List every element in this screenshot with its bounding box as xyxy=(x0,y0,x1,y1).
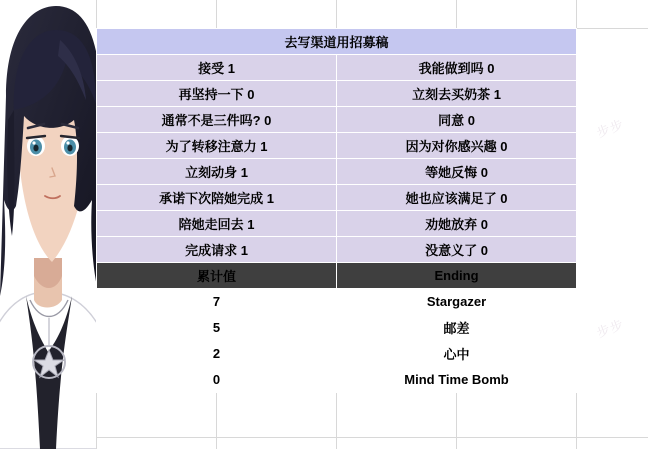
option-cell-right[interactable]: 同意 0 xyxy=(337,107,577,133)
option-cell-left[interactable]: 承诺下次陪她完成 1 xyxy=(97,185,337,211)
table-row xyxy=(97,315,577,341)
option-cell-left[interactable]: 接受 1 xyxy=(97,55,337,81)
table-row-results-header xyxy=(97,263,577,289)
table-row xyxy=(97,367,577,393)
option-cell-right[interactable]: 没意义了 0 xyxy=(337,237,577,263)
table-row-title xyxy=(97,29,577,55)
score-cell: 7 xyxy=(97,289,337,315)
data-table-wrapper xyxy=(96,28,576,393)
table-row xyxy=(97,133,577,159)
recruitment-table xyxy=(96,28,577,393)
option-cell-left[interactable]: 陪她走回去 1 xyxy=(97,211,337,237)
table-row xyxy=(97,211,577,237)
table-row xyxy=(97,159,577,185)
table-row xyxy=(97,341,577,367)
table-row xyxy=(97,107,577,133)
column-header-ending: Ending xyxy=(337,263,577,289)
score-cell: 5 xyxy=(97,315,337,341)
watermark: 步步 xyxy=(594,116,627,141)
option-cell-right[interactable]: 因为对你感兴趣 0 xyxy=(337,133,577,159)
option-cell-left[interactable]: 立刻动身 1 xyxy=(97,159,337,185)
grid-line-horizontal xyxy=(0,437,648,438)
option-cell-right[interactable]: 我能做到吗 0 xyxy=(337,55,577,81)
option-cell-right[interactable]: 劝她放弃 0 xyxy=(337,211,577,237)
table-row xyxy=(97,237,577,263)
watermark: 步步 xyxy=(594,316,627,341)
option-cell-left[interactable]: 通常不是三件吗? 0 xyxy=(97,107,337,133)
ending-cell: Mind Time Bomb xyxy=(337,367,577,393)
ending-cell: 邮差 xyxy=(337,315,577,341)
option-cell-left[interactable]: 再坚持一下 0 xyxy=(97,81,337,107)
table-row xyxy=(97,55,577,81)
option-cell-right[interactable]: 她也应该满足了 0 xyxy=(337,185,577,211)
table-row xyxy=(97,185,577,211)
option-cell-right[interactable]: 等她反悔 0 xyxy=(337,159,577,185)
table-title: 去写渠道用招募稿 xyxy=(97,29,577,55)
character-illustration xyxy=(0,0,96,449)
ending-cell: 心中 xyxy=(337,341,577,367)
option-cell-right[interactable]: 立刻去买奶茶 1 xyxy=(337,81,577,107)
table-row xyxy=(97,289,577,315)
score-cell: 2 xyxy=(97,341,337,367)
option-cell-left[interactable]: 为了转移注意力 1 xyxy=(97,133,337,159)
score-cell: 0 xyxy=(97,367,337,393)
ending-cell: Stargazer xyxy=(337,289,577,315)
table-row xyxy=(97,81,577,107)
column-header-score: 累计值 xyxy=(97,263,337,289)
option-cell-left[interactable]: 完成请求 1 xyxy=(97,237,337,263)
